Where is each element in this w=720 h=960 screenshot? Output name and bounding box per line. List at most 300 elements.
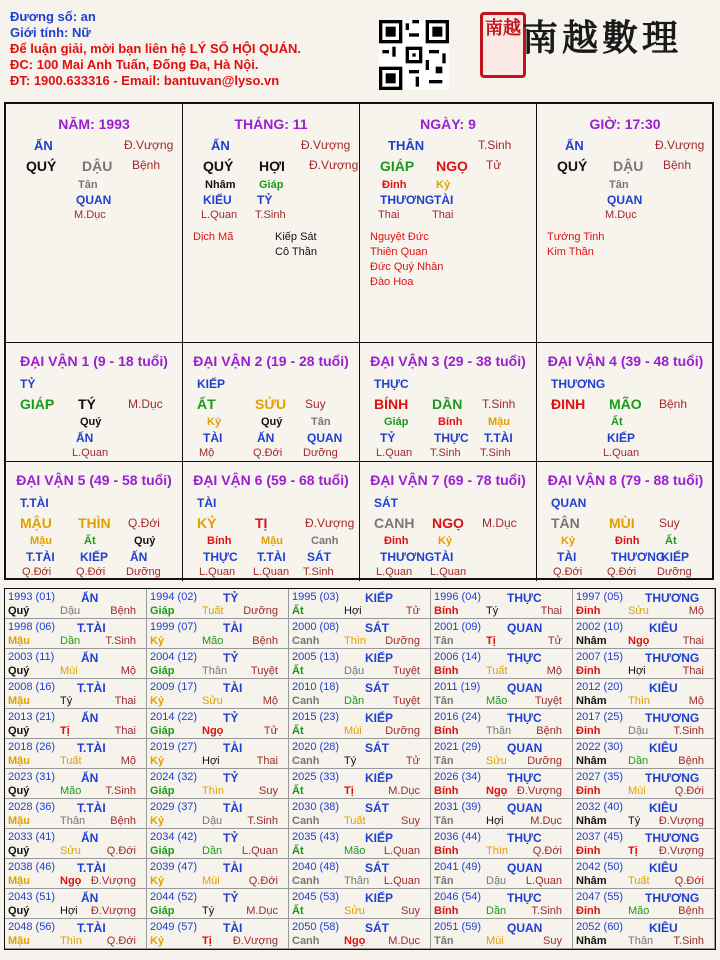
year-star: KIẾP — [365, 891, 394, 905]
year-stage: Đ.Vượng — [90, 875, 136, 887]
year-can: Nhâm — [576, 695, 607, 707]
hidden-stage: L.Quan — [603, 447, 640, 459]
year-cell — [147, 769, 289, 799]
dai-van-star: QUAN — [551, 496, 587, 510]
year-stage: Q.Đới — [674, 875, 704, 887]
phone-email-line: ĐT: 1900.633316 - Email: bantuvan@lyso.vn — [10, 73, 280, 88]
year-stage: Mộ — [120, 755, 136, 767]
dai-van-3 — [360, 342, 537, 462]
year-star: THỰC — [507, 771, 542, 785]
year-stage: Bệnh — [110, 815, 136, 827]
year-can: Quý — [8, 785, 30, 797]
year-chi: Sửu — [628, 605, 649, 617]
year-chi: Tý — [628, 815, 641, 827]
year-chi: Ngọ — [202, 725, 224, 737]
year-cell — [147, 619, 289, 649]
year-star: T.TÀI — [77, 741, 106, 755]
year-label: 2017 (25) — [576, 711, 624, 723]
dai-van-star: TÀI — [197, 496, 217, 510]
year-can: Kỷ — [150, 695, 165, 707]
hidden-stage: T.Sinh — [255, 209, 286, 221]
year-cell — [5, 829, 147, 859]
dai-van-title: ĐẠI VẬN 6 (59 - 68 tuổi) — [193, 472, 349, 488]
year-star: THƯƠNG — [645, 711, 700, 725]
hidden-stage: L.Quan — [72, 447, 109, 459]
hidden-star: TÀI — [557, 550, 577, 564]
year-cell — [431, 619, 573, 649]
hidden-stem: Đinh — [382, 179, 407, 191]
year-label: 2039 (47) — [150, 861, 198, 873]
year-label: 2036 (44) — [434, 831, 482, 843]
year-chi: Dần — [344, 695, 365, 707]
hidden-stem: Đinh — [615, 535, 640, 547]
hidden-stage: L.Quan — [199, 566, 236, 578]
year-cell — [5, 619, 147, 649]
year-label: 2047 (55) — [576, 891, 624, 903]
year-stage: L.Quan — [383, 845, 420, 857]
year-star: THỰC — [507, 591, 542, 605]
year-label: 2004 (12) — [150, 651, 198, 663]
year-can: Quý — [8, 605, 30, 617]
year-chi: Ngọ — [60, 875, 82, 887]
year-cell — [431, 739, 573, 769]
hidden-stage: L.Quan — [430, 566, 467, 578]
year-stage: Dưỡng — [385, 725, 420, 737]
year-can: Canh — [292, 935, 320, 947]
year-can: Canh — [292, 755, 320, 767]
hidden-star: QUAN — [607, 193, 643, 207]
year-chi: Tuất — [202, 605, 224, 617]
dai-van-chi: DẦN — [432, 396, 463, 412]
owner-line: Đương số: an — [10, 9, 96, 24]
dai-van-title: ĐẠI VẬN 2 (19 - 28 tuổi) — [193, 353, 349, 369]
shensha: Kiếp Sát — [275, 231, 317, 243]
dai-van-can: GIÁP — [20, 396, 55, 412]
hidden-stage: L.Quan — [201, 209, 238, 221]
dai-van-stage: Đ.Vượng — [305, 516, 355, 530]
year-cell — [431, 889, 573, 919]
year-stage: Thai — [114, 695, 136, 707]
year-chi: Tý — [486, 605, 499, 617]
year-label: 2028 (36) — [8, 801, 56, 813]
dai-van-stage: Suy — [659, 516, 680, 530]
hidden-stage: Q.Đới — [22, 566, 52, 578]
year-can: Đinh — [576, 725, 601, 737]
year-can: Giáp — [150, 605, 175, 617]
year-can: Tân — [434, 635, 454, 647]
hidden-star: QUAN — [307, 431, 343, 445]
pillar-can: QUÝ — [203, 158, 234, 174]
dai-van-can: ẤT — [197, 396, 216, 412]
hidden-star: THỰC — [434, 431, 469, 445]
pillar-1 — [6, 104, 183, 343]
year-cell — [147, 649, 289, 679]
year-cell — [147, 919, 289, 949]
dai-van-title: ĐẠI VẬN 3 (29 - 38 tuổi) — [370, 353, 526, 369]
year-star: KIÊU — [649, 621, 678, 635]
year-cell — [573, 649, 715, 679]
year-stage: Dưỡng — [527, 755, 562, 767]
year-chi: Sửu — [486, 755, 507, 767]
hidden-stage: Dưỡng — [126, 566, 161, 578]
dai-van-star: KIẾP — [197, 377, 226, 391]
year-can: Tân — [434, 875, 454, 887]
year-chi: Ngọ — [486, 785, 508, 797]
year-star: TÀI — [223, 861, 243, 875]
year-label: 1998 (06) — [8, 621, 56, 633]
year-stage: M.Dục — [388, 935, 420, 947]
year-chi: Hợi — [628, 665, 646, 677]
dai-van-6 — [183, 461, 360, 581]
year-label: 2025 (33) — [292, 771, 340, 783]
year-stage: Q.Đới — [106, 935, 136, 947]
year-star: KIÊU — [649, 801, 678, 815]
year-cell — [431, 769, 573, 799]
year-cell — [573, 709, 715, 739]
year-can: Bính — [434, 665, 459, 677]
pillar-stage: Tử — [486, 158, 502, 172]
pillar-3 — [360, 104, 537, 343]
year-can: Kỷ — [150, 935, 165, 947]
year-can: Ất — [292, 605, 304, 617]
year-label: 2045 (53) — [292, 891, 340, 903]
dai-van-stage: T.Sinh — [482, 397, 516, 411]
year-cell — [573, 889, 715, 919]
year-chi: Thân — [628, 935, 654, 947]
year-star: TỶ — [223, 651, 239, 665]
year-label: 2003 (11) — [8, 651, 55, 663]
year-can: Kỷ — [150, 755, 165, 767]
year-label: 2050 (58) — [292, 921, 340, 933]
year-chi: Tị — [628, 845, 638, 857]
year-label: 2037 (45) — [576, 831, 624, 843]
year-chi: Thìn — [628, 695, 651, 707]
year-star: THƯƠNG — [645, 891, 700, 905]
year-cell — [5, 919, 147, 949]
hidden-star: THỰC — [203, 550, 238, 564]
year-stage: Thai — [114, 725, 136, 737]
year-chi: Hợi — [344, 605, 362, 617]
year-stage: Thai — [682, 635, 704, 647]
year-star: SÁT — [365, 681, 389, 695]
year-stage: Đ.Vượng — [232, 935, 278, 947]
year-star: KIẾP — [365, 771, 394, 785]
dai-van-title: ĐẠI VẬN 1 (9 - 18 tuổi) — [20, 353, 168, 369]
year-can: Đinh — [576, 785, 601, 797]
dai-van-8 — [537, 461, 714, 581]
hidden-star: ẤN — [76, 431, 94, 445]
dai-van-chi: TỊ — [255, 515, 268, 531]
header-info — [10, 9, 301, 89]
year-stage: M.Dục — [388, 785, 420, 797]
hidden-star: KIẾP — [607, 431, 636, 445]
year-stage: Q.Đới — [532, 845, 562, 857]
year-chi: Tuất — [60, 755, 82, 767]
hidden-star: TÀI — [434, 550, 454, 564]
hidden-star: SÁT — [307, 550, 331, 564]
year-star: THƯƠNG — [645, 771, 700, 785]
year-can: Kỷ — [150, 635, 165, 647]
year-stage: Thai — [256, 755, 278, 767]
year-star: ẤN — [81, 651, 99, 665]
year-cell — [289, 679, 431, 709]
hidden-stem: Tân — [311, 416, 331, 428]
hidden-stage: L.Quan — [376, 566, 413, 578]
year-star: TÀI — [223, 921, 243, 935]
pillar-can: GIÁP — [380, 158, 415, 174]
year-label: 2041 (49) — [434, 861, 482, 873]
year-star: TÀI — [223, 741, 243, 755]
year-stage: T.Sinh — [105, 635, 136, 647]
dai-van-star: TỶ — [20, 377, 36, 391]
year-can: Bính — [434, 845, 459, 857]
year-can: Mậu — [8, 755, 30, 767]
hidden-stem: Bính — [207, 535, 232, 547]
year-can: Giáp — [150, 785, 175, 797]
pillar-chi: NGỌ — [436, 158, 468, 174]
year-stage: Đ.Vượng — [90, 905, 136, 917]
year-stage: Suy — [401, 815, 420, 827]
year-can: Bính — [434, 725, 459, 737]
year-chi: Sửu — [60, 845, 81, 857]
year-star: THƯƠNG — [645, 591, 700, 605]
hidden-stem: Quý — [261, 416, 283, 428]
year-chi: Mão — [60, 785, 82, 797]
hidden-stage: Q.Đới — [553, 566, 583, 578]
year-can: Tân — [434, 695, 454, 707]
year-label: 2001 (09) — [434, 621, 482, 633]
hidden-star: ẤN — [257, 431, 275, 445]
year-star: KIẾP — [365, 711, 394, 725]
year-label: 2026 (34) — [434, 771, 482, 783]
year-can: Tân — [434, 935, 454, 947]
year-label: 2048 (56) — [8, 921, 56, 933]
shensha: Dịch Mã — [193, 231, 234, 243]
year-star: T.TÀI — [77, 621, 106, 635]
year-stage: Q.Đới — [106, 845, 136, 857]
brand-title: 南越數理 — [522, 17, 683, 59]
year-stage: Suy — [401, 905, 420, 917]
year-cell — [289, 919, 431, 949]
hidden-star: THƯƠNG — [611, 550, 666, 564]
dai-van-chi: MÙI — [609, 515, 635, 531]
address-line: ĐC: 100 Mai Anh Tuấn, Đống Đa, Hà Nội. — [10, 57, 259, 72]
year-star: ẤN — [81, 891, 99, 905]
year-cell — [573, 739, 715, 769]
year-stage: Tuyệt — [250, 665, 278, 677]
year-can: Quý — [8, 665, 30, 677]
year-can: Mậu — [8, 875, 30, 887]
gender-line: Giới tính: Nữ — [10, 25, 91, 40]
year-label: 1993 (01) — [8, 591, 56, 603]
year-stage: Bệnh — [252, 635, 278, 647]
year-cell — [5, 709, 147, 739]
year-chi: Ngọ — [344, 935, 366, 947]
hidden-star: THƯƠNG — [380, 193, 435, 207]
year-chi: Dần — [628, 755, 649, 767]
dai-van-stage: Suy — [305, 397, 326, 411]
year-cell — [5, 739, 147, 769]
year-cell — [573, 859, 715, 889]
year-chi: Thìn — [344, 635, 367, 647]
dai-van-stage: M.Dục — [128, 397, 163, 411]
year-star: KIẾP — [365, 651, 394, 665]
year-chi: Thìn — [486, 845, 509, 857]
year-cell — [573, 619, 715, 649]
pillar-title: THÁNG: 11 — [234, 116, 308, 132]
year-label: 2011 (19) — [434, 681, 481, 693]
dai-van-chi: MÃO — [609, 396, 642, 412]
year-cell — [431, 799, 573, 829]
year-star: THỰC — [507, 891, 542, 905]
hidden-stem: Tân — [609, 179, 629, 191]
year-chi: Dậu — [60, 605, 81, 617]
year-cell — [573, 769, 715, 799]
hidden-stem: Kỷ — [438, 535, 453, 547]
hidden-stage: Q.Đới — [253, 447, 283, 459]
year-star: KIÊU — [649, 861, 678, 875]
year-label: 2015 (23) — [292, 711, 340, 723]
qr-code-icon — [379, 20, 449, 90]
pillar-title: NĂM: 1993 — [58, 116, 130, 132]
year-label: 2031 (39) — [434, 801, 482, 813]
year-cell — [147, 889, 289, 919]
year-star: KIÊU — [649, 921, 678, 935]
seal-stamp: 南越 — [480, 12, 526, 78]
year-label: 2051 (59) — [434, 921, 482, 933]
year-label: 1997 (05) — [576, 591, 624, 603]
year-chi: Dậu — [628, 725, 649, 737]
hidden-stem: Đinh — [384, 535, 409, 547]
hidden-stage: L.Quan — [376, 447, 413, 459]
year-label: 2038 (46) — [8, 861, 56, 873]
shensha: Cô Thần — [275, 246, 317, 258]
year-cell — [147, 799, 289, 829]
pillar-chi: HỢI — [259, 158, 285, 174]
year-label: 2007 (15) — [576, 651, 624, 663]
dai-van-can: CANH — [374, 515, 415, 531]
year-label: 2006 (14) — [434, 651, 482, 663]
year-cell — [431, 919, 573, 949]
year-star: KIẾP — [365, 831, 394, 845]
year-star: TỶ — [223, 831, 239, 845]
year-can: Giáp — [150, 905, 175, 917]
hidden-star: T.TÀI — [484, 431, 513, 445]
year-chi: Hợi — [486, 815, 504, 827]
year-label: 2040 (48) — [292, 861, 340, 873]
year-can: Đinh — [576, 845, 601, 857]
year-chi: Tuất — [628, 875, 650, 887]
pillar-title: NGÀY: 9 — [420, 116, 476, 132]
pillar-can: QUÝ — [26, 158, 57, 174]
pillar-2 — [183, 104, 360, 343]
year-cell — [147, 829, 289, 859]
year-cell — [431, 589, 573, 619]
year-label: 2024 (32) — [150, 771, 198, 783]
pillar-chi: DẬU — [613, 158, 644, 174]
year-star: T.TÀI — [77, 801, 106, 815]
year-stage: Mộ — [688, 695, 704, 707]
year-cell — [573, 799, 715, 829]
year-cell — [431, 829, 573, 859]
year-chi: Tý — [344, 755, 357, 767]
dai-van-chi: NGỌ — [432, 515, 464, 531]
hidden-stage: Dưỡng — [303, 447, 338, 459]
hidden-stem: Tân — [78, 179, 98, 191]
year-star: SÁT — [365, 621, 389, 635]
year-star: QUAN — [507, 801, 543, 815]
hidden-star: TỶ — [380, 431, 396, 445]
year-chi: Mão — [628, 905, 650, 917]
year-stage: L.Quan — [383, 875, 420, 887]
year-cell — [147, 679, 289, 709]
year-stage: Thai — [682, 665, 704, 677]
year-stage: Q.Đới — [248, 875, 278, 887]
hidden-stem: Bính — [438, 416, 463, 428]
pillar-star-stage: Đ.Vượng — [301, 138, 351, 152]
year-cell — [5, 649, 147, 679]
year-chi: Sửu — [344, 905, 365, 917]
year-star: SÁT — [365, 861, 389, 875]
year-cell — [289, 619, 431, 649]
year-stage: Mộ — [120, 665, 136, 677]
year-label: 2043 (51) — [8, 891, 56, 903]
year-stage: L.Quan — [525, 875, 562, 887]
year-chi: Dần — [486, 905, 507, 917]
year-star: ẤN — [81, 831, 99, 845]
year-stage: Tử — [263, 725, 278, 737]
year-chi: Mùi — [628, 785, 646, 797]
year-cell — [289, 649, 431, 679]
year-star: TÀI — [223, 801, 243, 815]
hidden-stage: T.Sinh — [303, 566, 334, 578]
year-cell — [5, 769, 147, 799]
year-label: 2013 (21) — [8, 711, 56, 723]
year-can: Quý — [8, 905, 30, 917]
year-can: Ất — [292, 665, 304, 677]
hidden-stem: Mậu — [488, 416, 510, 428]
year-chi: Thân — [344, 875, 370, 887]
year-can: Nhâm — [576, 815, 607, 827]
year-stage: Tuyệt — [392, 665, 420, 677]
year-label: 1999 (07) — [150, 621, 198, 633]
year-chi: Dậu — [344, 665, 365, 677]
year-label: 2034 (42) — [150, 831, 198, 843]
year-star: QUAN — [507, 921, 543, 935]
year-star: T.TÀI — [77, 681, 106, 695]
hidden-stage: L.Quan — [253, 566, 290, 578]
year-stage: Tuyệt — [392, 695, 420, 707]
year-chi: Hợi — [202, 755, 220, 767]
year-can: Canh — [292, 635, 320, 647]
dai-van-chi: THÌN — [78, 515, 111, 531]
year-star: KIÊU — [649, 741, 678, 755]
year-cell — [147, 859, 289, 889]
dai-van-2 — [183, 342, 360, 462]
year-star: ẤN — [81, 591, 99, 605]
year-can: Mậu — [8, 815, 30, 827]
shensha: Kim Thần — [547, 246, 594, 258]
year-star: ẤN — [81, 771, 99, 785]
year-star: TÀI — [223, 621, 243, 635]
year-label: 2019 (27) — [150, 741, 198, 753]
year-can: Tân — [434, 755, 454, 767]
year-can: Mậu — [8, 935, 30, 947]
year-can: Nhâm — [576, 875, 607, 887]
hidden-star: ẤN — [130, 550, 148, 564]
year-stage: Mộ — [546, 665, 562, 677]
year-chi: Mão — [486, 695, 508, 707]
